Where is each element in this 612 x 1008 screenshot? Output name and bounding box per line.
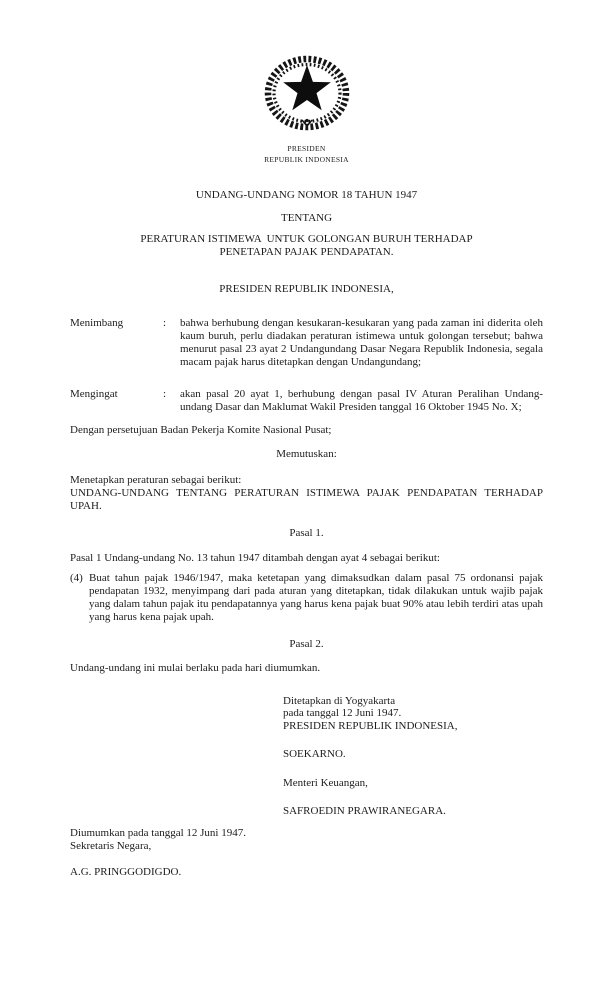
consideration-label: Mengingat (70, 388, 118, 400)
signing-block (283, 695, 543, 817)
secretary-title: Sekretaris Negara, (70, 839, 152, 852)
consideration-label: Menimbang (70, 317, 124, 329)
promulgation-block (70, 827, 543, 878)
article-1-heading: Pasal 1. (289, 527, 324, 539)
signing-date-line: pada tanggal 12 Juni 1947. (283, 707, 402, 720)
clause-number: (4) (70, 572, 83, 584)
article-2-heading: Pasal 2. (289, 638, 324, 650)
signing-office-line: PRESIDEN REPUBLIK INDONESIA, (283, 719, 458, 732)
decision-heading: Memutuskan: (276, 448, 337, 460)
tentang-label: TENTANG (280, 212, 333, 224)
letterhead (70, 0, 543, 165)
letterhead-line-republik-indonesia: REPUBLIK INDONESIA (264, 155, 349, 164)
law-subject-line-2: PENETAPAN PAJAK PENDAPATAN. (219, 246, 394, 258)
consideration-menimbang (70, 317, 543, 369)
signing-place-line: Ditetapkan di Yogyakarta (283, 695, 396, 707)
agreement-line: Dengan persetujuan Badan Pekerja Komite Nasional Pusat; (70, 424, 332, 436)
clause-text: Buat tahun pajak 1946/1947, maka ketetapan yang dimaksudkan dalam pasal 75 ordonansi pajak pendapatan 1932, menyimpang dari pada aturan yang ditetapkan, tidak dilakukan untuk wajib pajak yang dalam tahun pajak itu pendapatannya yang harus kena pajak buat 90% atau lebih terdiri atas upah yang harus kena pajak upah. (89, 572, 543, 623)
article-1-clause-4 (70, 572, 543, 624)
enacting-intro: Menetapkan peraturan sebagai berikut: (70, 474, 242, 486)
document-title (70, 189, 543, 259)
letterhead-line-presiden: PRESIDEN (287, 144, 326, 153)
considerations-section (70, 317, 543, 414)
consideration-text: bahwa berhubung dengan kesukaran-kesukaran yang pada zaman ini diderita oleh kaum buruh, perlu diadakan peraturan istimewa untuk golongan tersebut; bahwa menurut pasal 23 ayat 2 Undangundang Dasar Negara Republik Indonesia, segala macam pajak harus ditetapkan dengan Undangundang; (180, 317, 543, 368)
enacting-title-line-1: UNDANG-UNDANG TENTANG PERATURAN ISTIMEWA PAJAK PENDAPATAN TERHADAP (70, 487, 543, 499)
minister-name: SAFROEDIN PRAWIRANEGARA. (283, 805, 446, 818)
law-subject-line-1: PERATURAN ISTIMEWA UNTUK GOLONGAN BURUH TERHADAP (140, 233, 473, 245)
secretary-name: A.G. PRINGGODIGDO. (70, 866, 182, 879)
consideration-colon: : (163, 317, 167, 329)
consideration-colon: : (163, 388, 167, 400)
enacting-title-line-2: UPAH. (70, 500, 102, 512)
law-number-title: UNDANG-UNDANG NOMOR 18 TAHUN 1947 (195, 189, 418, 201)
consideration-mengingat (70, 388, 543, 414)
consideration-text: akan pasal 20 ayat 1, berhubung dengan pasal IV Aturan Peralihan Undang-undang Dasar dan Maklumat Wakil Presiden tanggal 16 Oktober 1945 No. X; (180, 388, 543, 413)
minister-title: Menteri Keuangan, (283, 776, 368, 789)
promulgation-date-line: Diumumkan pada tanggal 12 Juni 1947. (70, 827, 246, 840)
letterhead-text (70, 143, 543, 165)
article-2-text: Undang-undang ini mulai berlaku pada hari diumumkan. (70, 662, 321, 674)
salutation: PRESIDEN REPUBLIK INDONESIA, (219, 283, 394, 295)
presidential-star-wreath-emblem-icon (259, 50, 355, 139)
article-1-intro: Pasal 1 Undang-undang No. 13 tahun 1947 ditambah dengan ayat 4 sebagai berikut: (70, 552, 440, 564)
president-name: SOEKARNO. (283, 748, 346, 761)
